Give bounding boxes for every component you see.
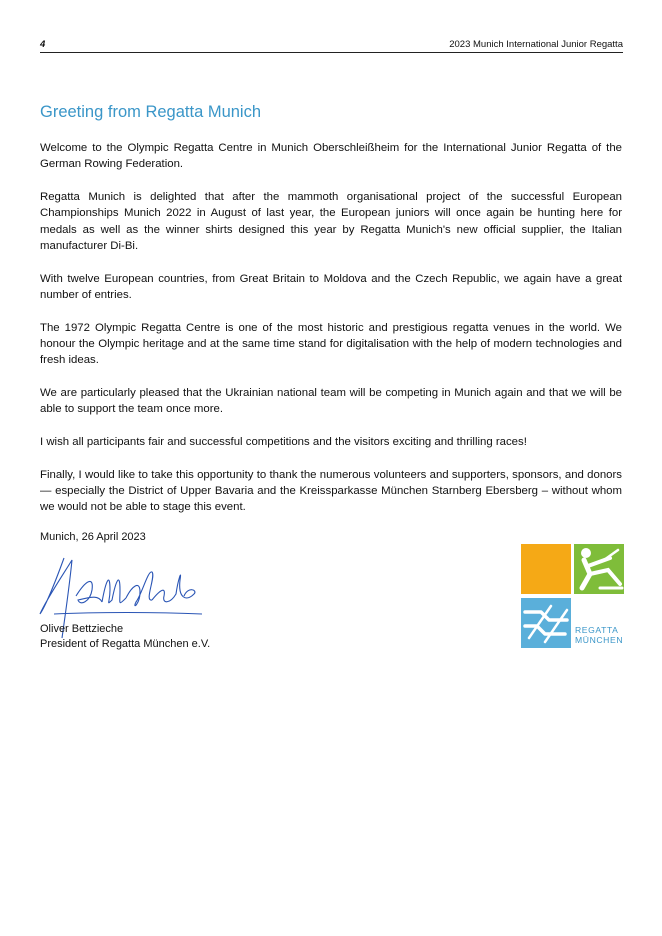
paragraph: We are particularly pleased that the Ukrainian national team will be competing in Munich again and that we will be able to support the team once more. [40,386,622,416]
logo-wordmark-line1: REGATTA [575,625,619,635]
logo-green-square [574,544,624,594]
signatory-block [40,622,210,652]
paragraph: Finally, I would like to take this opportunity to thank the numerous volunteers and supporters, sponsors, and donors — especially the District of Upper Bavaria and the Kreissparkasse München Starnberg Ebersberg – without whom we would not be able to stage this event. [40,468,622,514]
header-title: 2023 Munich International Junior Regatta [449,39,623,50]
signatory-name: Oliver Bettzieche [40,623,124,635]
page-title: Greeting from Regatta Munich [40,103,262,121]
paragraph: I wish all participants fair and successful competitions and the visitors exciting and thrilling races! [40,435,527,448]
signatory-role: President of Regatta München e.V. [40,638,211,650]
logo-blue-square [521,598,571,648]
logo-wordmark [575,626,623,645]
paragraph: With twelve European countries, from Great Britain to Moldova and the Czech Republic, we again have a great number of entries. [40,272,622,301]
paragraph: Welcome to the Olympic Regatta Centre in Munich Oberschleißheim for the International Junior Regatta of the German Rowing Federation. [40,142,622,171]
letter-body [40,140,622,532]
logo-wordmark-line2: MÜNCHEN [575,634,624,645]
paragraph: Regatta Munich is delighted that after the mammoth organisational project of the successful European Championships Munich 2022 in August of last year, the European juniors will once again be hunting here for medals as well as the winner shirts designed this year by Regatta Munich's new official supplier, the Italian manufacturer Di-Bi. [40,190,622,252]
page-header [40,38,623,53]
dateline: Munich, 26 April 2023 [40,531,146,543]
regatta-muenchen-logo [521,544,624,648]
rower-icon [574,544,624,594]
page-number: 4 [40,39,46,50]
boat-icon [521,598,571,648]
paragraph: The 1972 Olympic Regatta Centre is one of the most historic and prestigious regatta venues in the world. We honour the Olympic heritage and at the same time stand for digitalisation with the help of modern technologies and fresh ideas. [40,321,622,367]
logo-orange-square [521,544,571,594]
